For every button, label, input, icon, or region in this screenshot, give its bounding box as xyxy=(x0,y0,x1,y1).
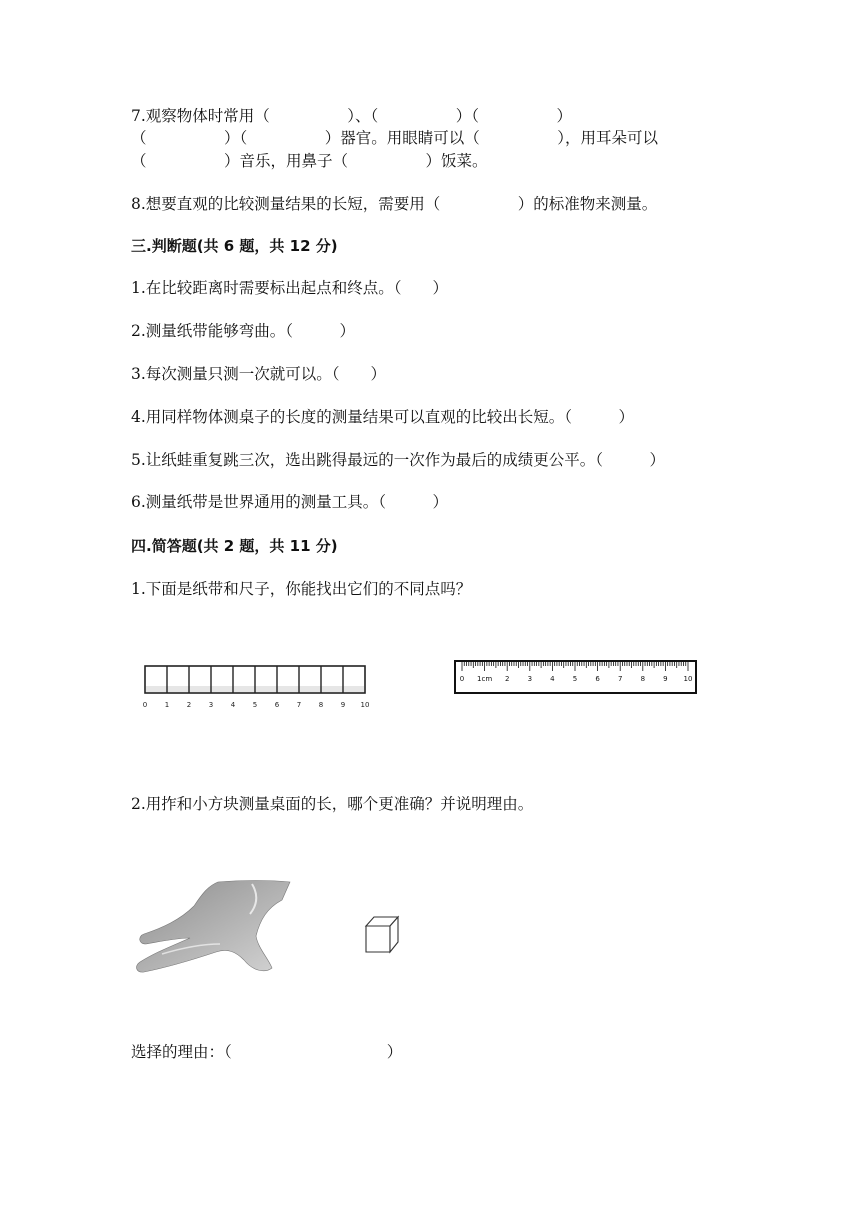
judge-item-3: 3.每次测量只测一次就可以。（ ） xyxy=(131,365,387,383)
ruler-tick-label: 3 xyxy=(527,675,533,683)
tape-tick-label: 2 xyxy=(186,701,192,709)
ruler-tick-label: 2 xyxy=(504,675,510,683)
tape-tick-label: 9 xyxy=(340,701,346,709)
section3-title: 三.判断题(共 6 题，共 12 分) xyxy=(131,237,338,255)
judge-item-2: 2.测量纸带能够弯曲。（ ） xyxy=(131,322,356,340)
ruler-tick-label: 9 xyxy=(663,675,668,683)
ruler-tick-label: 5 xyxy=(572,675,578,683)
tape-tick-label: 3 xyxy=(208,701,214,709)
ruler-tick-label: 8 xyxy=(640,675,646,683)
section4-title: 四.简答题(共 2 题，共 11 分) xyxy=(131,537,338,555)
q7-line-3: （ ）音乐，用鼻子（ ）饭菜。 xyxy=(131,152,488,170)
paper-tape-figure xyxy=(140,660,380,716)
ruler-tick-label: 10 xyxy=(683,675,693,683)
q7-line-1: 7.观察物体时常用（ ）、（ ）（ ） xyxy=(131,107,573,125)
judge-item-6: 6.测量纸带是世界通用的测量工具。（ ） xyxy=(131,493,449,511)
judge-item-1: 1.在比较距离时需要标出起点和终点。（ ） xyxy=(131,279,449,297)
ruler-tick-label: 1cm xyxy=(477,675,493,683)
tape-tick-label: 0 xyxy=(142,701,148,709)
tape-tick-label: 6 xyxy=(274,701,280,709)
short-answer-q1: 1.下面是纸带和尺子，你能找出它们的不同点吗？ xyxy=(131,580,472,598)
judge-item-4: 4.用同样物体测桌子的长度的测量结果可以直观的比较出长短。（ ） xyxy=(131,408,635,426)
q8-text: 8.想要直观的比较测量结果的长短，需要用（ ）的标准物来测量。 xyxy=(131,195,658,213)
tape-tick-label: 7 xyxy=(296,701,302,709)
ruler-figure xyxy=(452,658,702,698)
q7-line-2: （ ）（ ）器官。用眼睛可以（ ），用耳朵可以 xyxy=(131,129,659,147)
cube-icon xyxy=(360,912,406,956)
tape-tick-label: 10 xyxy=(360,701,370,709)
hand-span-icon xyxy=(132,878,292,978)
ruler-tick-label: 0 xyxy=(459,675,465,683)
tape-tick-label: 8 xyxy=(318,701,324,709)
tape-tick-label: 1 xyxy=(164,701,170,709)
ruler-tick-label: 4 xyxy=(550,675,555,683)
tape-tick-label: 5 xyxy=(252,701,258,709)
judge-item-5: 5.让纸蛙重复跳三次，选出跳得最远的一次作为最后的成绩更公平。（ ） xyxy=(131,451,666,469)
ruler-tick-label: 6 xyxy=(595,675,600,683)
short-answer-q2: 2.用拃和小方块测量桌面的长，哪个更准确？并说明理由。 xyxy=(131,795,534,813)
reason-answer-line: 选择的理由：（ ） xyxy=(131,1043,403,1061)
tape-tick-label: 4 xyxy=(230,701,236,709)
ruler-tick-label: 7 xyxy=(617,675,623,683)
